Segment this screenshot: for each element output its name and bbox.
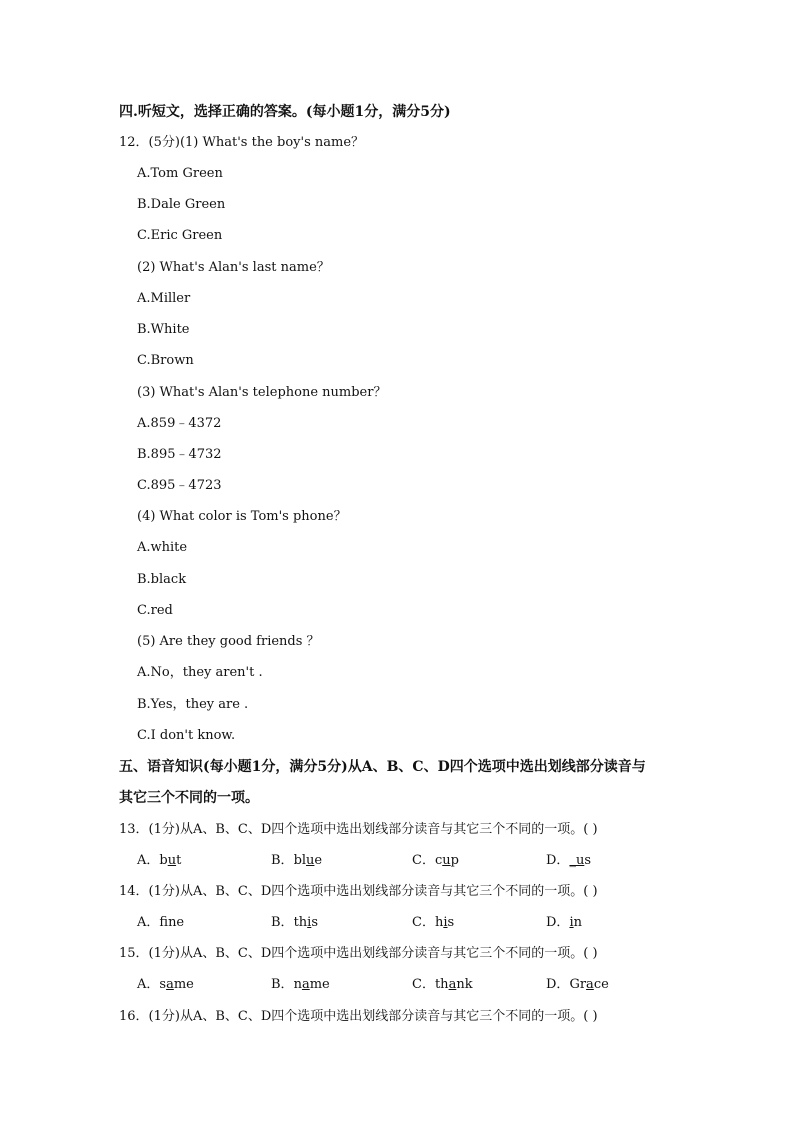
question-16-stem: 16．(1分)从A、B、C、D四个选项中选出划线部分读音与其它三个不同的一项。( ) — [119, 1009, 598, 1024]
q12-2-option-b: B.White — [137, 322, 190, 337]
section-heading: 四.听短文，选择正确的答案。(每小题1分，满分5分) — [119, 104, 451, 120]
q14-option-a: A．fne — [137, 915, 185, 930]
q14-option-b: B．this — [271, 915, 319, 930]
q12-5-option-c: C.I don't know. — [137, 728, 236, 743]
q15-option-a: A．same — [137, 977, 194, 992]
q14-option-c: C．his — [412, 915, 455, 930]
q12-2-prompt: (2) What's Alan's last name？ — [137, 260, 330, 275]
question-13-stem: 13．(1分)从A、B、C、D四个选项中选出划线部分读音与其它三个不同的一项。( ) — [119, 822, 598, 837]
question-12-stem: 12．(5分)(1) What's the boy's name？ — [119, 135, 365, 150]
q12-4-option-b: B.black — [137, 572, 187, 587]
q12-4-option-c: C.red — [137, 603, 173, 618]
q13-option-c: C．cup — [412, 853, 459, 868]
q12-2-option-c: C.Brown — [137, 353, 194, 368]
q12-5-option-a: A.No，they aren't . — [137, 665, 263, 680]
q15-option-c: C．thank — [412, 977, 473, 992]
q12-3-option-b: B.895﹣4732 — [137, 447, 222, 462]
question-15-stem: 15．(1分)从A、B、C、D四个选项中选出划线部分读音与其它三个不同的一项。( ) — [119, 946, 598, 961]
q13-option-d: D．_us — [546, 853, 591, 868]
q12-2-option-a: A.Miller — [137, 291, 191, 306]
q12-1-option-c: C.Eric Green — [137, 228, 223, 243]
q15-option-b: B．name — [271, 977, 330, 992]
q12-5-prompt: (5) Are they good friends ？ — [137, 634, 320, 649]
q12-4-prompt: (4) What color is Tom's phone？ — [137, 509, 347, 524]
q12-5-option-b: B.Yes，they are . — [137, 697, 249, 712]
q12-3-option-c: C.895﹣4723 — [137, 478, 222, 493]
q13-options-row — [137, 851, 697, 871]
q14-options-row — [137, 913, 697, 933]
q12-4-option-a: A.white — [137, 540, 188, 555]
section-heading-continued: 其它三个不同的一项。 — [119, 790, 259, 806]
q15-option-d: D．Grace — [546, 977, 609, 992]
q12-3-prompt: (3) What's Alan's telephone number？ — [137, 385, 387, 400]
q13-option-a: A．but — [137, 853, 182, 868]
q12-1-option-b: B.Dale Green — [137, 197, 226, 212]
q13-option-b: B．blue — [271, 853, 323, 868]
question-14-stem: 14．(1分)从A、B、C、D四个选项中选出划线部分读音与其它三个不同的一项。( ) — [119, 884, 598, 899]
q12-3-option-a: A.859﹣4372 — [137, 416, 222, 431]
q12-1-option-a: A.Tom Green — [137, 166, 223, 181]
section-heading: 五、语音知识(每小题1分，满分5分)从A、B、C、D四个选项中选出划线部分读音与 — [119, 759, 646, 775]
q15-options-row — [137, 975, 697, 995]
q14-option-d: D．in — [546, 915, 582, 930]
